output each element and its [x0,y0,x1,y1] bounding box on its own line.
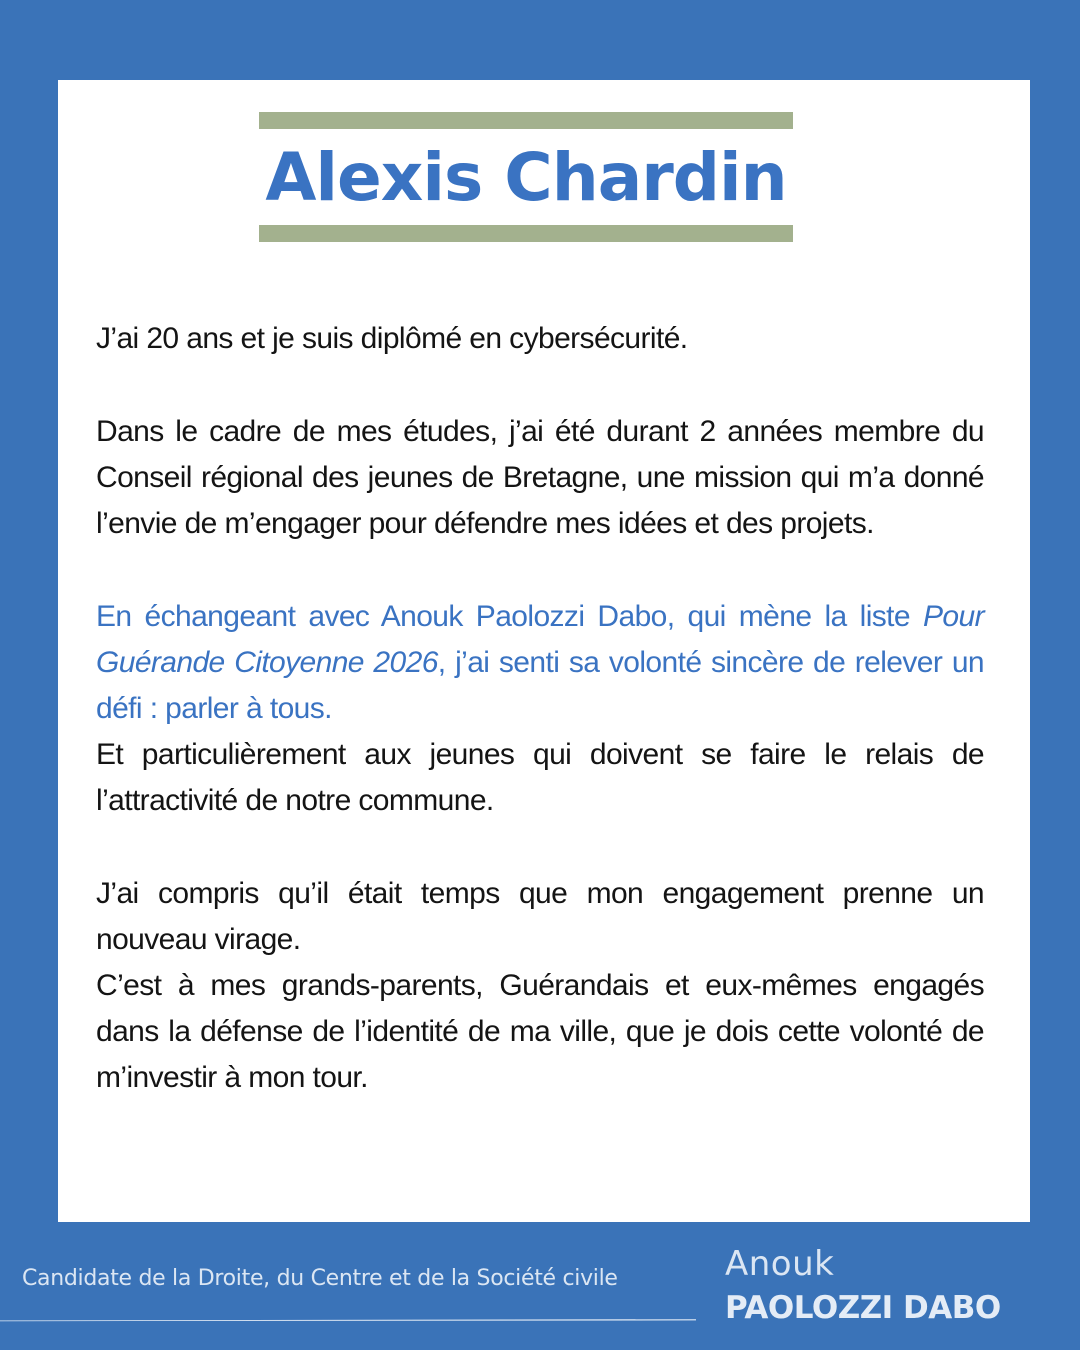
footer-last-name: PAOLOZZI DABO [725,1290,1001,1326]
title-bottom-bar [259,225,793,242]
footer-underline [0,1318,696,1322]
list-name: Pour Guérande Citoyenne 2026 [96,600,984,679]
exchange-text-end: , j’ai senti sa volonté sincère de relever un défi : parler à tous. [96,646,984,725]
paragraph-youth: Et particulièrement aux jeunes qui doivent se faire le relais de l’attractivité de notre commune. [96,738,984,817]
page-title: Alexis Chardin [265,139,787,216]
paragraph-studies: Dans le cadre de mes études, j’ai été durant 2 années membre du Conseil régional des jeunes de Bretagne, une mission qui m’a donné l’envie de m’engager pour défendre mes idées et des projets. [96,415,984,540]
content-card [58,80,1030,1222]
footer-tagline: Candidate de la Droite, du Centre et de la Société civile [22,1266,618,1291]
title-block [259,112,793,242]
paragraph-exchange [96,594,984,732]
exchange-text-start: En échangeant avec Anouk Paolozzi Dabo, qui mène la liste [96,600,924,633]
testimony-text [96,316,984,1101]
paragraph-grandparents: C’est à mes grands-parents, Guérandais et eux-mêmes engagés dans la défense de l’identité de ma ville, que je dois cette volonté de m’investir à mon tour. [96,969,984,1094]
paragraph-age: J’ai 20 ans et je suis diplômé en cybersécurité. [96,322,688,355]
paragraph-commitment: J’ai compris qu’il était temps que mon engagement prenne un nouveau virage. [96,877,984,956]
footer-first-name: Anouk [725,1244,835,1284]
title-top-bar [259,112,793,129]
